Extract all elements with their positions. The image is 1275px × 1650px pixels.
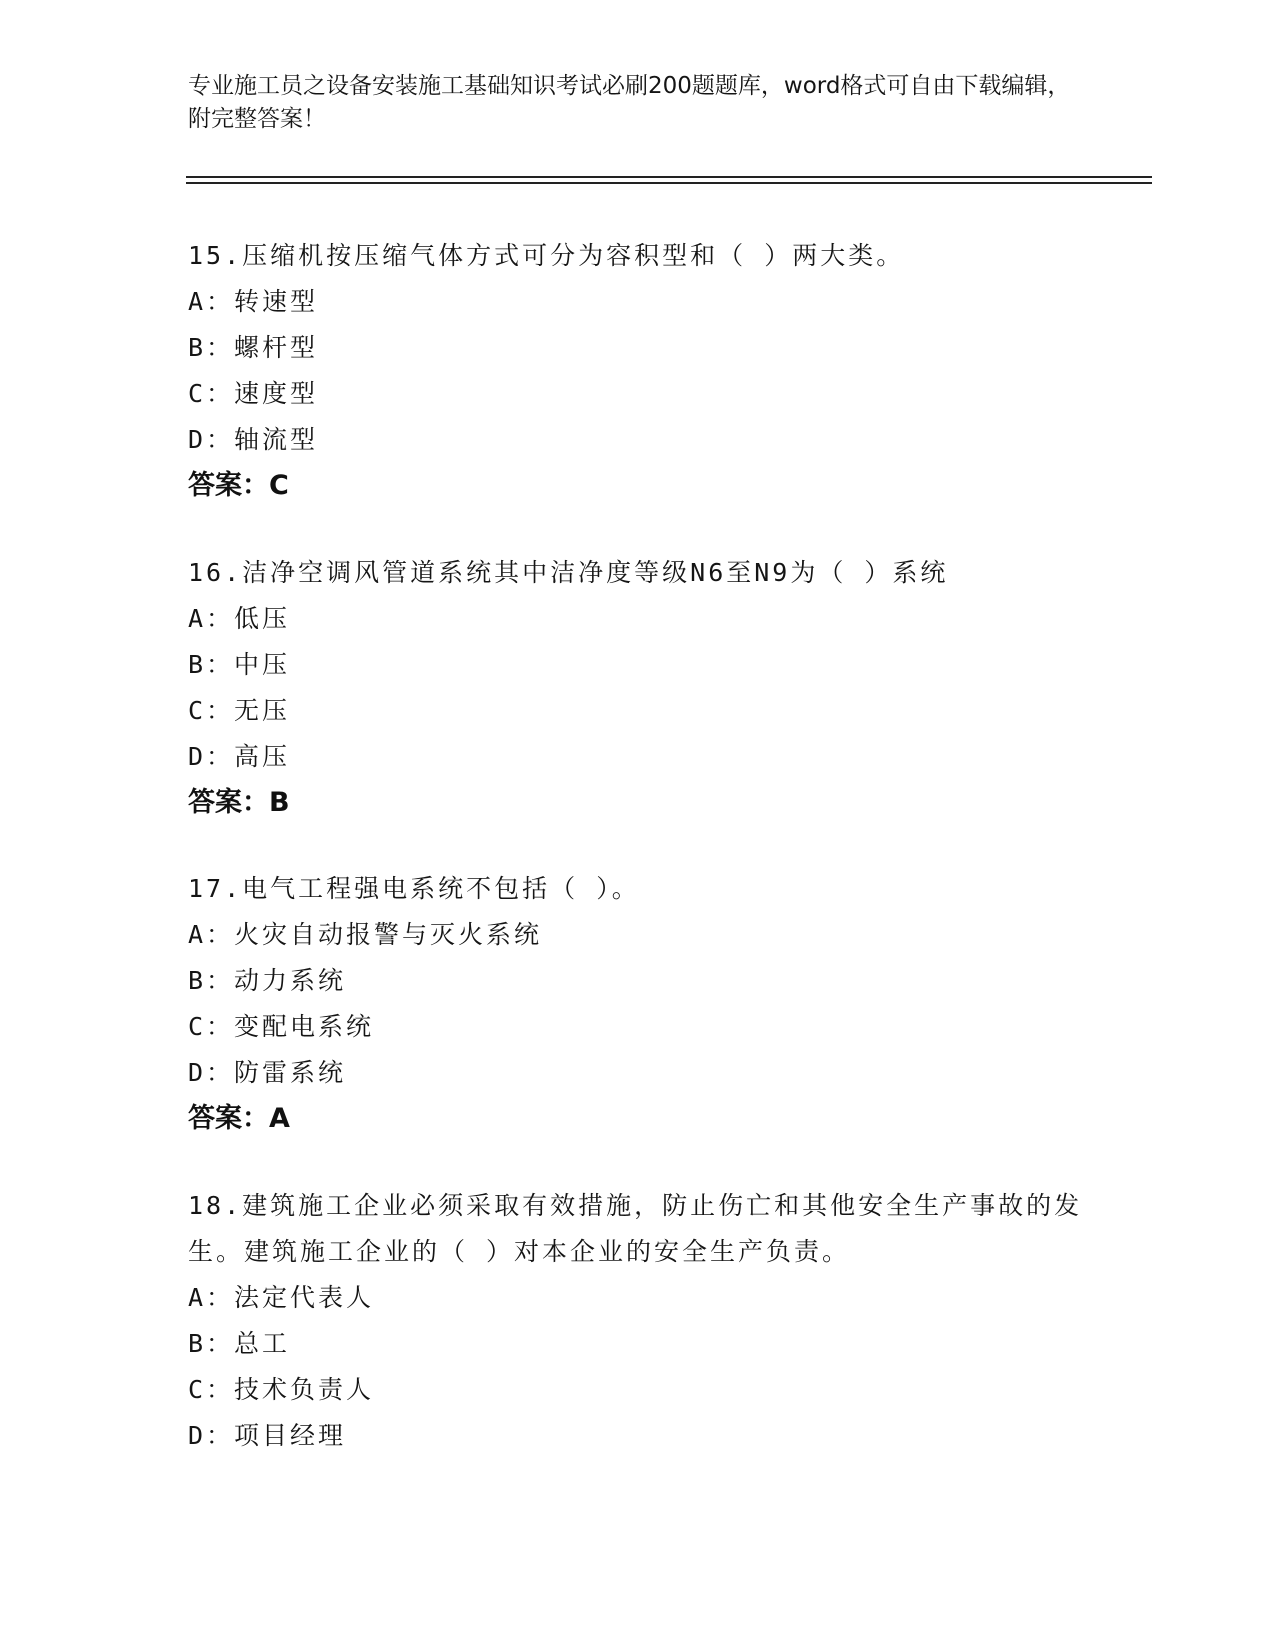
option-c: C：无压 (188, 696, 291, 725)
question-18 (188, 1183, 1118, 1459)
option-c: C：变配电系统 (188, 1012, 375, 1041)
question-16 (188, 550, 1118, 826)
option-a: A：法定代表人 (188, 1283, 375, 1312)
option-a: A：火灾自动报警与灭火系统 (188, 920, 543, 949)
option-b: B：动力系统 (188, 966, 347, 995)
option-b: B：螺杆型 (188, 333, 319, 362)
answer: 答案：B (188, 787, 290, 818)
question-text: 18.建筑施工企业必须采取有效措施，防止伤亡和其他安全生产事故的发生。建筑施工企业的（ ）对本企业的安全生产负责。 (188, 1191, 1083, 1266)
question-17 (188, 866, 1118, 1142)
header-divider-top (186, 176, 1152, 178)
option-d: D：高压 (188, 742, 291, 771)
question-text: 15.压缩机按压缩气体方式可分为容积型和（ ）两大类。 (188, 241, 905, 270)
question-15 (188, 233, 1118, 509)
header-divider-bottom (186, 182, 1152, 184)
option-c: C：速度型 (188, 379, 319, 408)
option-c: C：技术负责人 (188, 1375, 375, 1404)
option-d: D：防雷系统 (188, 1058, 347, 1087)
question-text: 16.洁净空调风管道系统其中洁净度等级N6至N9为（ ）系统 (188, 558, 949, 587)
option-b: B：中压 (188, 650, 291, 679)
option-a: A：转速型 (188, 287, 319, 316)
answer: 答案：C (188, 470, 289, 501)
option-d: D：轴流型 (188, 425, 319, 454)
question-text: 17.电气工程强电系统不包括（ ）。 (188, 874, 640, 903)
option-b: B：总工 (188, 1329, 291, 1358)
option-d: D：项目经理 (188, 1421, 347, 1450)
document-header: 专业施工员之设备安装施工基础知识考试必刷200题题库，word格式可自由下载编辑，附完整答案！ (188, 73, 1071, 132)
option-a: A：低压 (188, 604, 291, 633)
answer: 答案：A (188, 1103, 290, 1134)
